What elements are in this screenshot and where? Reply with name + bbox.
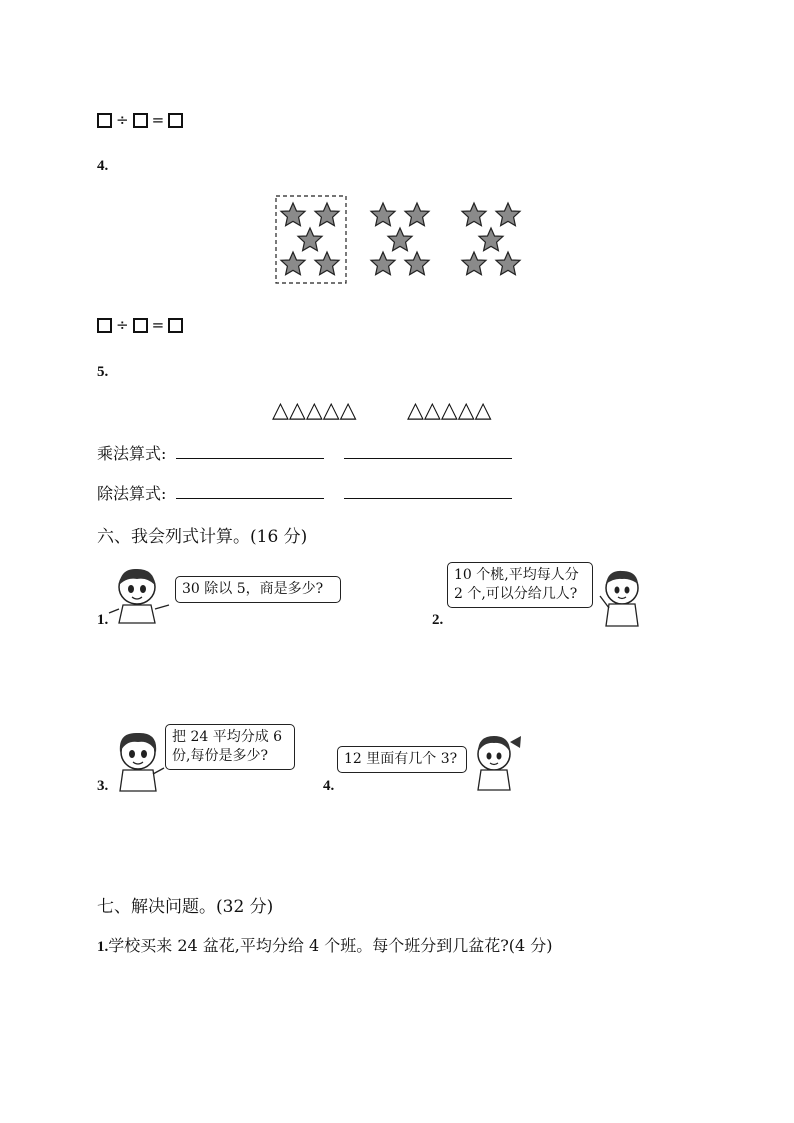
speech-bubble-4: 12 里面有几个 3? <box>337 746 467 773</box>
equals-sign: = <box>151 316 165 334</box>
section-6-title: 六、我会列式计算。(16 分) <box>97 527 308 547</box>
item-3-number: 3. <box>97 778 109 794</box>
section-7-title: 七、解决问题。(32 分) <box>97 897 274 917</box>
answer-box[interactable] <box>133 318 148 333</box>
star-icon <box>371 252 395 275</box>
answer-box[interactable] <box>168 113 183 128</box>
girl-cartoon-icon <box>466 730 526 792</box>
star-icon <box>281 252 305 275</box>
question-1-text: 学校买来 24 盆花,平均分给 4 个班。每个班分到几盆花?(4 分) <box>108 936 553 955</box>
item-1-number: 1. <box>97 612 109 628</box>
star-icon <box>298 228 322 251</box>
star-icon <box>462 252 486 275</box>
triangle-group-2: △△△△△ <box>407 398 492 423</box>
speech-bubble-3 <box>165 724 295 770</box>
divide-sign: ÷ <box>116 111 129 129</box>
multiplication-blank-1[interactable] <box>176 458 324 459</box>
star-icon <box>405 203 429 226</box>
division-label: 除法算式: <box>97 484 167 503</box>
question-4-number: 4. <box>97 158 109 174</box>
star-icon <box>281 203 305 226</box>
star-groups-figure <box>270 190 530 290</box>
boy-cartoon-icon <box>107 565 177 625</box>
answer-box[interactable] <box>133 113 148 128</box>
section-7-question-1 <box>97 933 553 956</box>
multiplication-blank-2[interactable] <box>344 458 512 459</box>
star-icon <box>462 203 486 226</box>
item-4-number: 4. <box>323 778 335 794</box>
answer-box[interactable] <box>97 113 112 128</box>
divide-sign: ÷ <box>116 316 129 334</box>
star-icon <box>315 203 339 226</box>
star-icon <box>496 203 520 226</box>
equation-row-2 <box>97 316 183 334</box>
star-icon <box>405 252 429 275</box>
division-blank-1[interactable] <box>176 498 324 499</box>
bubble-3-line-1: 把 24 平均分成 6 <box>172 729 283 745</box>
star-icon <box>479 228 503 251</box>
girl-cartoon-icon <box>108 728 170 793</box>
triangle-group-1: △△△△△ <box>272 398 357 423</box>
multiplication-label: 乘法算式: <box>97 444 167 463</box>
speech-bubble-1: 30 除以 5，商是多少? <box>175 576 341 603</box>
item-2-number: 2. <box>432 612 444 628</box>
question-5-number: 5. <box>97 364 109 380</box>
bubble-3-line-2: 份,每份是多少? <box>172 747 268 764</box>
division-blank-2[interactable] <box>344 498 512 499</box>
star-icon <box>496 252 520 275</box>
star-icon <box>371 203 395 226</box>
equation-row-1 <box>97 111 183 129</box>
boy-cartoon-icon <box>592 566 652 628</box>
equals-sign: = <box>151 111 165 129</box>
answer-box[interactable] <box>168 318 183 333</box>
answer-box[interactable] <box>97 318 112 333</box>
bubble-2-line-1: 10 个桃,平均每人分 <box>454 567 579 583</box>
speech-bubble-2 <box>447 562 593 608</box>
star-icon <box>315 252 339 275</box>
question-1-number: 1. <box>97 939 109 955</box>
star-icon <box>388 228 412 251</box>
bubble-2-line-2: 2 个,可以分给几人? <box>454 585 578 602</box>
